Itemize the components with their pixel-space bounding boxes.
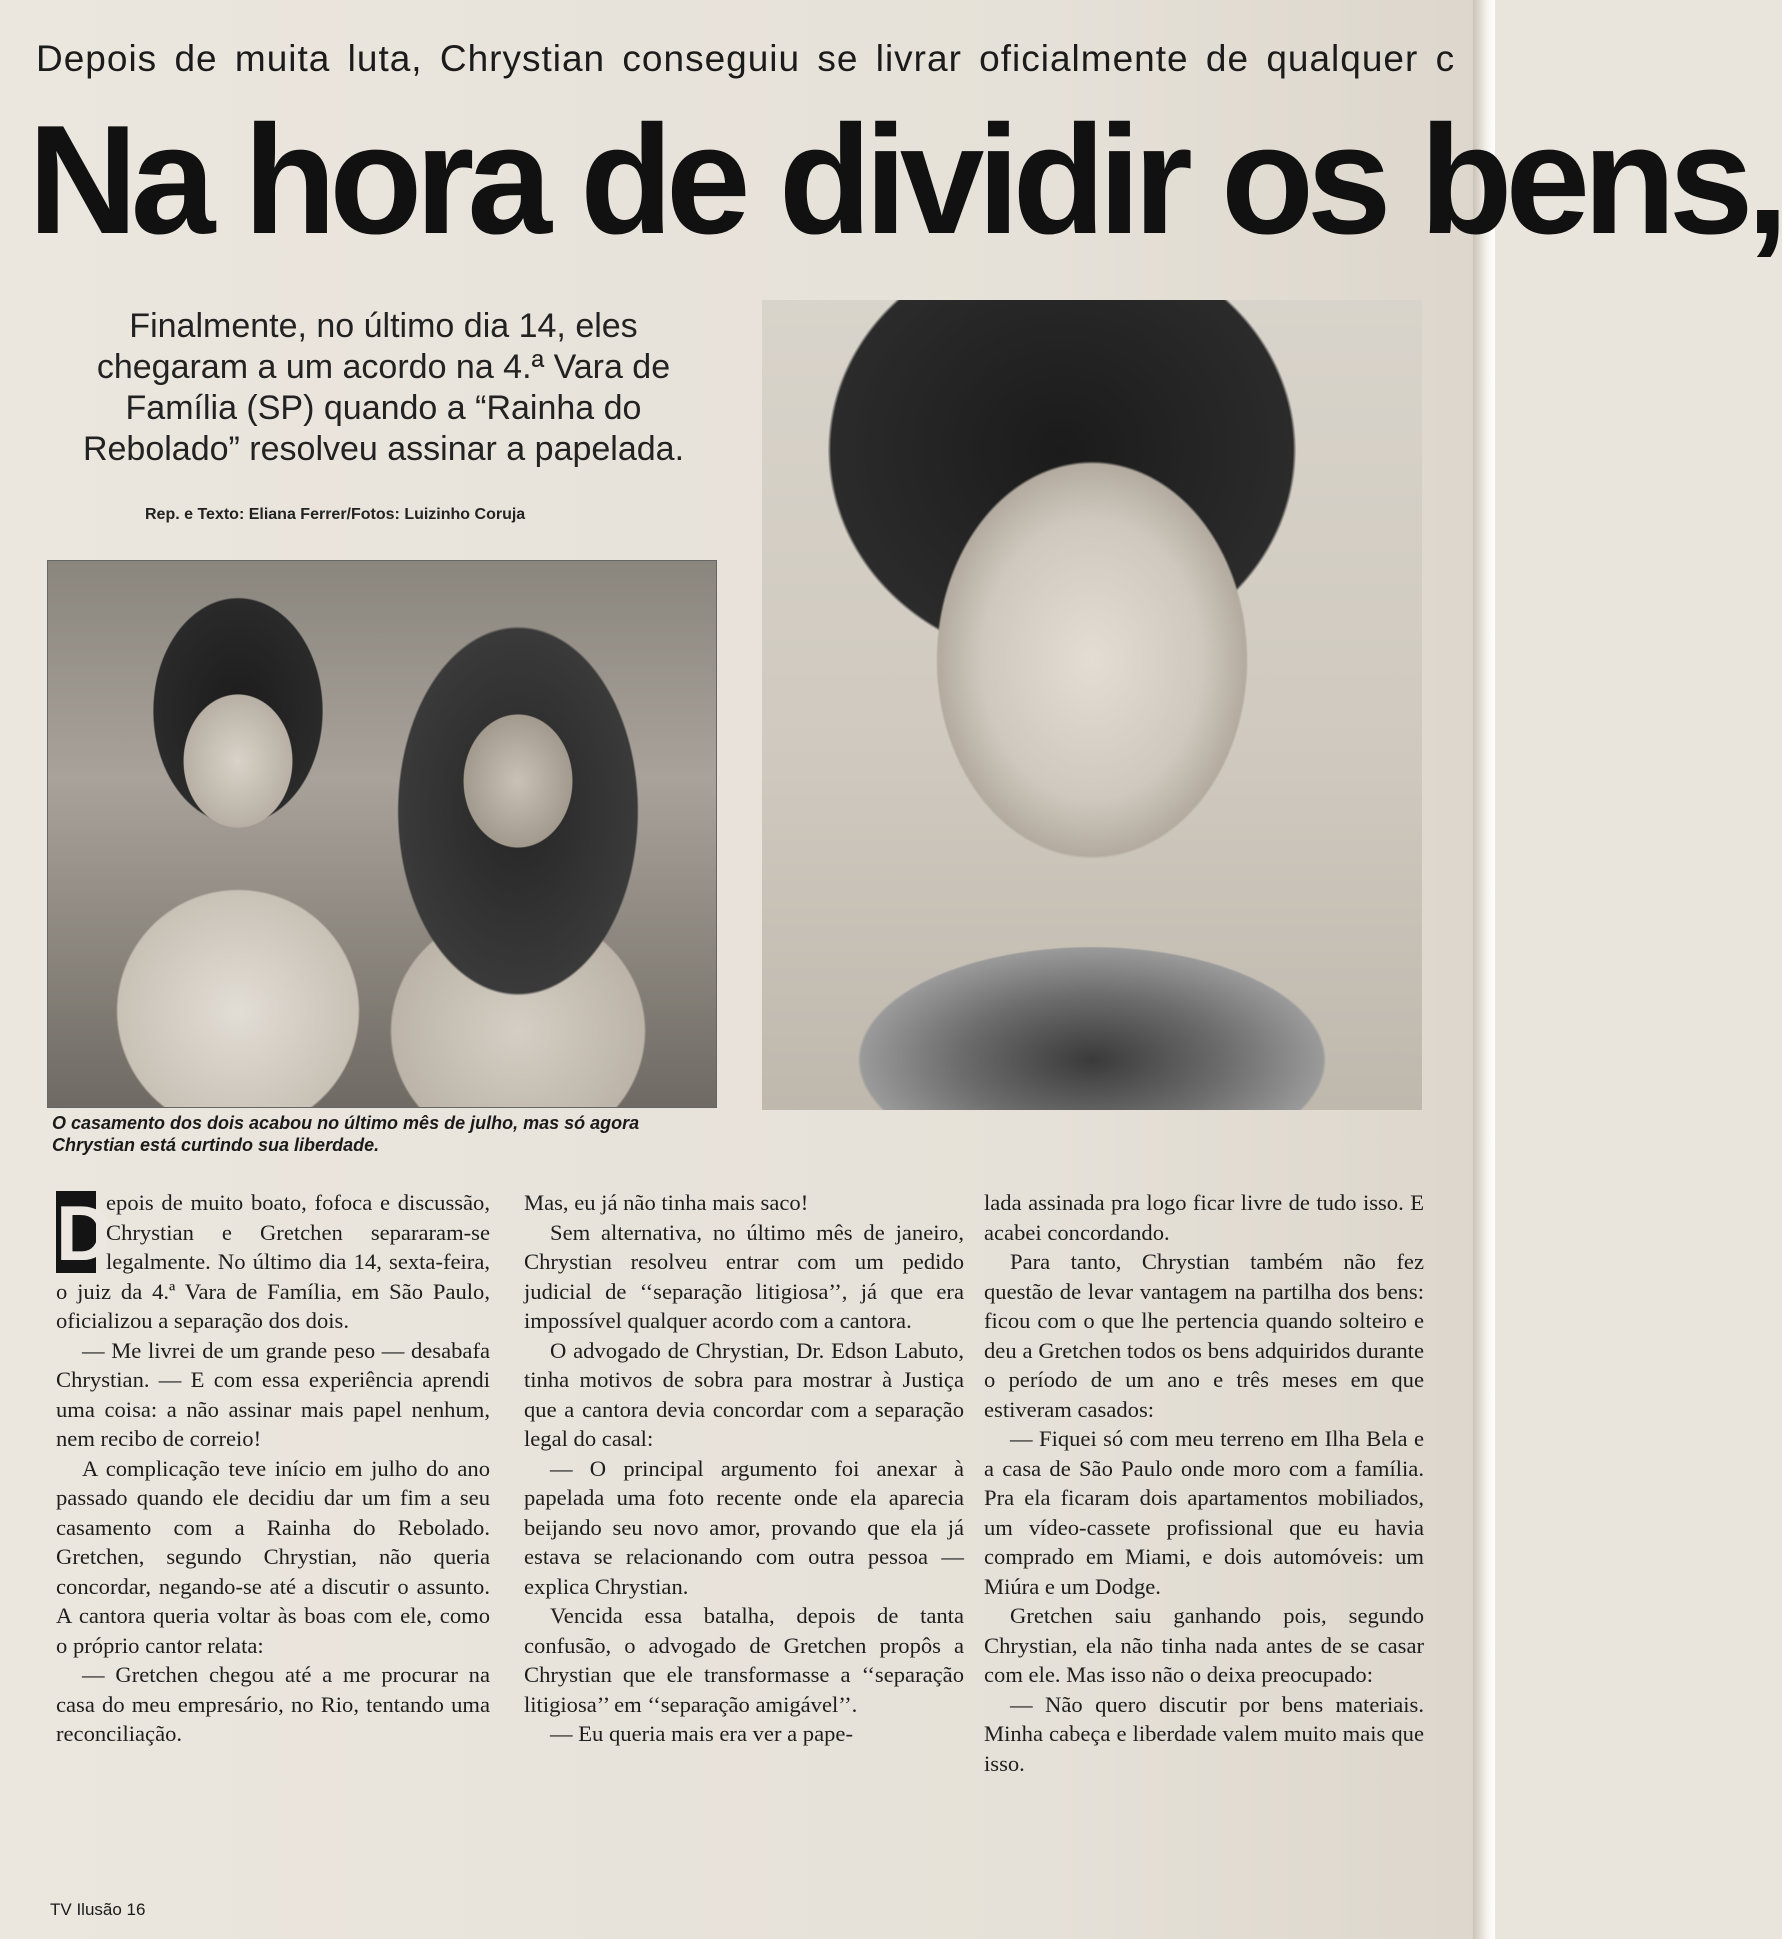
photo-caption: O casamento dos dois acabou no último mês de julho, mas só agora Chrystian está curtindo sua liberdade. xyxy=(52,1113,640,1155)
paragraph: A complicação teve início em julho do ano passado quando ele decidiu dar um fim a seu casamento com a Rainha do Rebolado. Gretchen, segundo Chrystian, não queria concordar, negando-se até a discutir o assunto. A cantora queria voltar às boas com ele, como o próprio cantor relata: xyxy=(56,1455,490,1658)
drop-cap: D xyxy=(56,1189,113,1277)
kicker: Depois de muita luta, Chrystian conseguiu se livrar oficialmente de qualquer c xyxy=(36,38,1456,79)
body-column-1 xyxy=(56,1188,490,1749)
portrait-photo xyxy=(762,300,1422,1110)
page-edge xyxy=(1473,0,1495,1939)
body-column-2 xyxy=(524,1188,964,1749)
couple-photo xyxy=(47,560,717,1108)
paragraph: — Me livrei de um grande peso — desabafa Chrystian. — E com essa experiência aprendi uma coisa: a não assinar mais papel nenhum, nem recibo de correio! xyxy=(56,1337,490,1451)
paragraph: — O principal argumento foi anexar à papelada uma foto recente onde ela aparecia beijando seu novo amor, provando que ela já estava se relacionando com outra pessoa — explica Chrystian. xyxy=(524,1455,964,1599)
paragraph: — Não quero discutir por bens materiais. Minha cabeça e liberdade valem muito mais que isso. xyxy=(984,1691,1424,1776)
paragraph: Para tanto, Chrystian também não fez questão de levar vantagem na partilha dos bens: ficou com o que lhe pertencia quando solteiro e deu a Gretchen todos os bens adquiridos durante o período de um ano e três meses em que estiveram casados: xyxy=(984,1249,1424,1422)
body-column-3 xyxy=(984,1188,1424,1778)
deck: Finalmente, no último dia 14, eles chegaram a um acordo na 4.ª Vara de Família (SP) quando a “Rainha do Rebolado” resolveu assinar a papelada. xyxy=(82,307,685,468)
byline-credit: Rep. e Texto: Eliana Ferrer/Fotos: Luizinho Coruja xyxy=(145,506,526,523)
paragraph: — Eu queria mais era ver a pape- xyxy=(550,1721,853,1746)
paragraph: lada assinada pra logo ficar livre de tudo isso. E acabei concordando. xyxy=(984,1190,1424,1245)
paragraph: D epois de muito boato, fofoca e discussão, Chrystian e Gretchen separaram-se legalmente. No último dia 14, sexta-feira, o juiz da 4.ª Vara de Família, em São Paulo, oficializou a separação dos dois. xyxy=(56,1189,490,1333)
page-folio: TV Ilusão 16 xyxy=(50,1900,146,1919)
paragraph: Mas, eu já não tinha mais saco! xyxy=(524,1190,809,1215)
paragraph: Gretchen saiu ganhando pois, segundo Chrystian, ela não tinha nada antes de se casar com ele. Mas isso não o deixa preocupado: xyxy=(984,1603,1424,1687)
paragraph: — Gretchen chegou até a me procurar na casa do meu empresário, no Rio, tentando uma reconciliação. xyxy=(56,1662,490,1746)
paragraph: Sem alternativa, no último mês de janeiro, Chrystian resolveu entrar com um pedido judicial de ‘‘separação litigiosa’’, já que era impossível qualquer acordo com a cantora. xyxy=(524,1219,964,1333)
paragraph: Vencida essa batalha, depois de tanta confusão, o advogado de Gretchen propôs a Chrystian que ele transformasse a ‘‘separação litigiosa’’ em ‘‘separação amigável’’. xyxy=(524,1603,964,1717)
headline: Na hora de dividir os bens, xyxy=(28,93,1782,267)
paragraph: O advogado de Chrystian, Dr. Edson Labuto, tinha motivos de sobra para mostrar à Justiça que a cantora devia concordar com a separação legal do casal: xyxy=(524,1337,964,1451)
paragraph: — Fiquei só com meu terreno em Ilha Bela e a casa de São Paulo onde moro com a família. Pra ela ficaram dois apartamentos mobiliados, um vídeo-cassete profissional que eu havia comprado em Miami, e dois automóveis: um Miúra e um Dodge. xyxy=(984,1426,1424,1599)
